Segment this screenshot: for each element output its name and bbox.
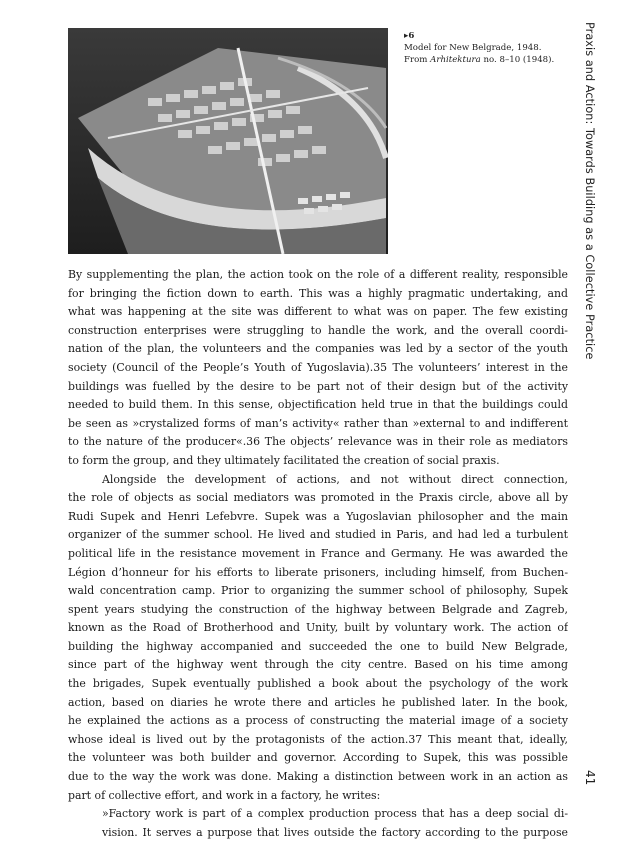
body-line: political life in the resistance movement in France and Germany. He was awarded the <box>68 546 568 560</box>
figure-marker: ▸6 <box>404 31 415 41</box>
figure-caption <box>404 30 574 66</box>
body-line: spent years studying the construction of the highway between Belgrade and Zagreb, <box>68 602 568 616</box>
body-line: society (Council of the People’s Youth of Yugoslavia).35 The volunteers’ interest in the <box>68 360 568 374</box>
body-line: he explained the actions as a process of constructing the material image of a society <box>68 714 568 728</box>
running-head <box>580 22 604 402</box>
body-line: part of collective effort, and work in a factory, he writes: <box>68 788 381 802</box>
body-line: action, based on diaries he wrote there and articles he published later. In the book, <box>68 695 568 709</box>
caption-prefix: From <box>404 55 431 65</box>
body-line: known as the Road of Brotherhood and Unity, built by voluntary work. The action of <box>68 621 568 635</box>
model-photograph <box>68 28 388 254</box>
body-line: the brigades, Supek eventually published a book about the psychology of the work <box>68 677 568 691</box>
block-quote-line: »Factory work is part of a complex production process that has a deep social di- <box>102 807 568 821</box>
body-line: Rudi Supek and Henri Lefebvre. Supek was a Yugoslavian philosopher and the main <box>68 509 568 523</box>
caption-suffix: no. 8–10 (1948). <box>480 55 555 65</box>
body-line: whose ideal is lived out by the protagonists of the action.37 This meant that, ideally, <box>68 732 568 746</box>
body-text <box>68 266 568 842</box>
body-line: what was happening at the site was different to what was on paper. The few existing <box>68 305 568 319</box>
body-line: the volunteer was both builder and governor. According to Supek, this was possible <box>68 751 568 765</box>
body-line: to form the group, and they ultimately facilitated the creation of social praxis. <box>68 453 500 467</box>
running-head-text: Praxis and Action: Towards Building as a Collective Practice <box>583 22 596 360</box>
body-line: nation of the plan, the volunteers and the companies was led by a sector of the youth <box>68 342 568 356</box>
body-line: be seen as »crystalized forms of man’s activity« rather than »external to and indifferent <box>68 416 568 430</box>
caption-line-1: Model for New Belgrade, 1948. <box>404 43 542 53</box>
body-line: needed to build them. In this sense, objectification held true in that the buildings could <box>68 398 568 412</box>
body-line: since part of the highway went through the city centre. Based on his time among <box>68 658 568 672</box>
caption-line-2 <box>404 54 574 66</box>
body-line: to the nature of the producer«.36 The objects’ relevance was in their role as mediators <box>68 435 568 449</box>
caption-journal: Arhitektura <box>430 55 481 65</box>
body-line: due to the way the work was done. Making a distinction between work in an action as <box>68 770 568 784</box>
page-number <box>583 770 601 794</box>
body-line: for bringing the fiction down to earth. This was a highly pragmatic undertaking, and <box>68 286 568 300</box>
body-line: Alongside the development of actions, and not without direct connection, <box>102 472 568 486</box>
body-line: By supplementing the plan, the action took on the role of a different reality, responsible <box>68 268 568 281</box>
body-line: construction enterprises were struggling to handle the work, and the overall coordi- <box>68 323 568 337</box>
body-line: building the highway accompanied and succeeded the one to build New Belgrade, <box>68 639 568 653</box>
page-number-text: 41 <box>583 770 597 786</box>
model-photograph-drawing <box>68 28 388 254</box>
body-line: Légion d’honneur for his efforts to liberate prisoners, including himself, from Buchen- <box>68 565 568 579</box>
body-line: wald concentration camp. Prior to organizing the summer school of philosophy, Supek <box>68 584 568 598</box>
block-quote-line: vision. It serves a purpose that lives outside the factory according to the purpose <box>102 825 568 839</box>
body-line: organizer of the summer school. He lived and studied in Paris, and had led a turbulent <box>68 528 568 542</box>
body-line: buildings was fuelled by the desire to be part not of their design but of the activity <box>68 379 568 393</box>
body-line: the role of objects as social mediators was promoted in the Praxis circle, above all by <box>68 491 568 505</box>
